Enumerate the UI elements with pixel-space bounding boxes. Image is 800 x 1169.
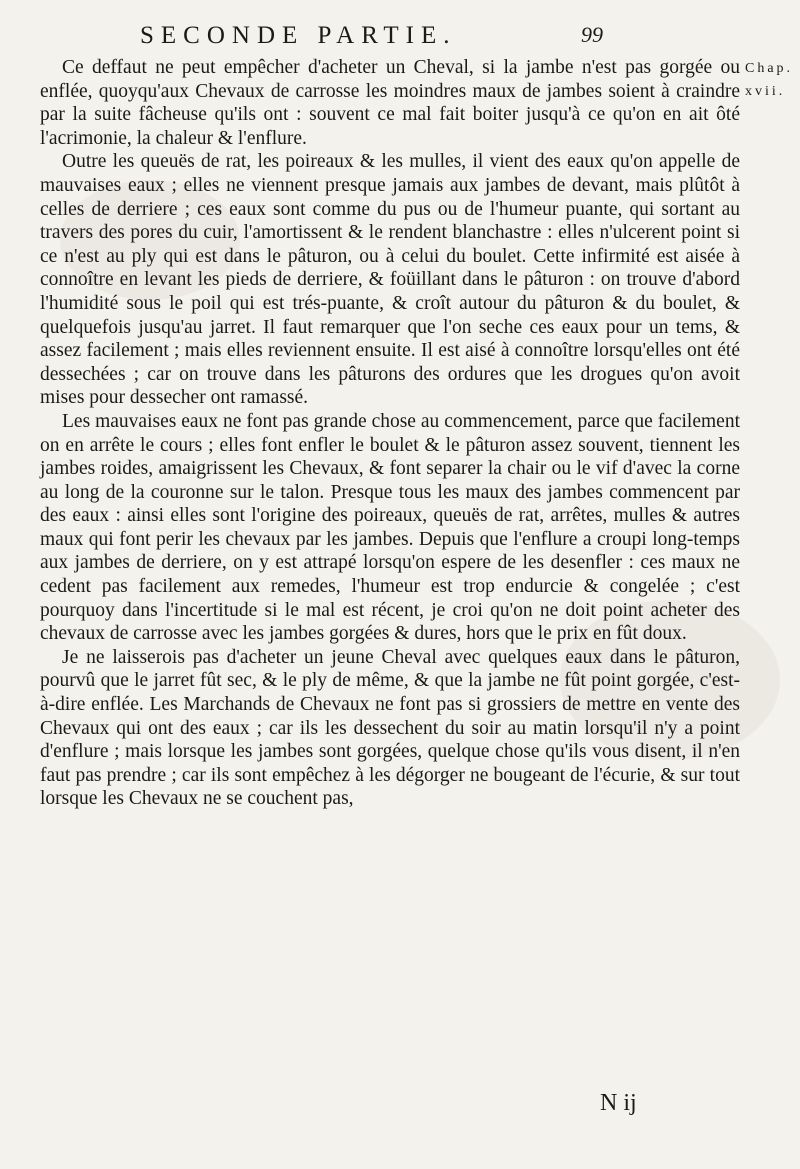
signature-mark: N ij <box>600 1090 637 1116</box>
paragraph: Je ne laisserois pas d'acheter un jeune Cheval avec quelques eaux dans le pâturon, pourvû que le jarret fût sec, & le ply de même, & que la jambe ne fût point gorgée, c'est-à-dire enflée. Les Marchands de Chevaux ne font pas si grossiers de mettre en vente des Chevaux qui ont des eaux ; car ils les dessechent du soir au matin lorsqu'il n'y a point d'enflure ; mais lorsque les jambes sont gorgées, quelque chose qu'ils vous disent, il n'en faut pas prendre ; car ils sont empêchez à les dégorger ne bougeant de l'écurie, & sur tout lorsque les Chevaux ne se couchent pas, <box>40 646 740 810</box>
body-text <box>40 56 740 811</box>
paragraph: Ce deffaut ne peut empêcher d'acheter un Cheval, si la jambe n'est pas gorgée ou enflée, quoyqu'aux Chevaux de carrosse les moindres maux de jambes soient à craindre par la suite fâcheuse qu'ils ont : souvent ce mal fait boiter jusqu'à ce qu'on en ait ôté l'acrimonie, la chaleur & l'enflure. <box>40 57 740 149</box>
margin-note-chapter: Chap. <box>745 61 794 76</box>
margin-note-number: xvii. <box>745 84 786 99</box>
running-head: SECONDE PARTIE. <box>140 22 457 49</box>
paragraph: Les mauvaises eaux ne font pas grande chose au commencement, parce que facilement on en arrête le cours ; elles font enfler le boulet & le pâturon assez souvent, tiennent les jambes roides, amaigrissent les Chevaux, & font separer la chair ou le vif d'avec la corne au long de la couronne sur le talon. Presque tous les maux des jambes commencent par des eaux : ainsi elles sont l'origine des poireaux, queuës de rat, arrêtes, mulles & autres maux qui font perir les chevaux par les jambes. Depuis que l'enflure a croupi long-temps aux jambes de derriere, on y est attrapé lorsqu'on espere de les desenfler : ces maux ne cedent pas facilement aux remedes, l'humeur est trop endurcie & congelée ; c'est pourquoy dans l'incertitude si le mal est récent, je croi qu'on ne doit point acheter des chevaux de carrosse avec les jambes gorgées & dures, hors que le prix en fût doux. <box>40 410 740 645</box>
paragraph: Outre les queuës de rat, les poireaux & les mulles, il vient des eaux qu'on appelle de mauvaises eaux ; elles ne viennent presque jamais aux jambes de devant, mais plûtôt à celles de derriere ; ces eaux sont comme du pus ou de l'humeur puante, qui sortant au travers des pores du cuir, l'amortissent & le rendent blanchastre : elles n'ulcerent point si ce n'est au ply qui est dans le pâturon, ou à celui du boulet. Cette infirmité est aisée à connoître en levant les pieds de derriere, & foüillant dans le pâturon : on trouve d'abord l'humidité sous le poil qui est trés-puante, & croît autour du pâturon & du boulet, & quelquefois jusqu'au jarret. Il faut remarquer que l'on seche ces eaux pour un tems, & assez facilement ; mais elles reviennent ensuite. Il est aisé à connoître lorsqu'elles ont été dessechées ; car on trouve dans les pâturons des ordures que les drogues qu'on avoit mises pour dessecher ont ramassé. <box>40 151 740 409</box>
margin-note <box>745 57 800 103</box>
page-number: 99 <box>581 22 603 47</box>
